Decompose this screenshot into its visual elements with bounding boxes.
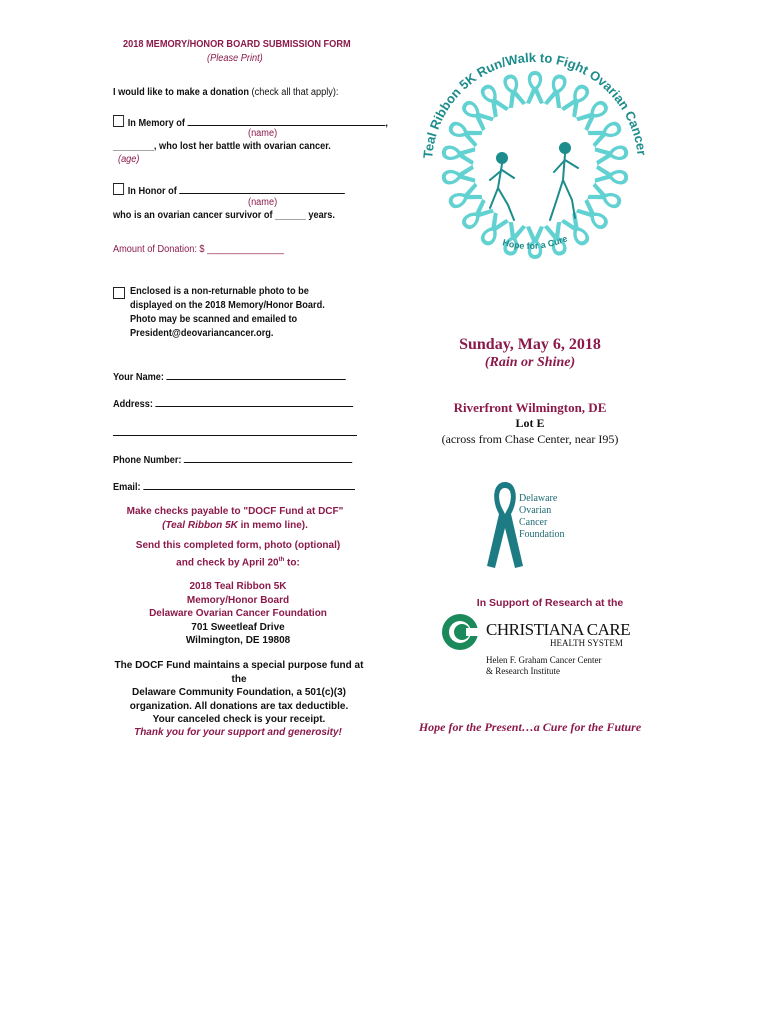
fund-line: organization. All donations are tax deductible. — [129, 700, 349, 712]
teal-ribbon-logo — [410, 40, 660, 290]
event-across: (across from Chase Center, near I95) — [441, 432, 619, 446]
checks-line-1: Make checks payable to "DOCF Fund at DCF" — [126, 506, 344, 517]
tagline: Hope for the Present…a Cure for the Future — [418, 720, 642, 734]
checks-info — [113, 505, 357, 533]
ribbon-loop-icon — [446, 118, 483, 148]
send-date-suffix: th — [278, 557, 285, 563]
send-info — [113, 539, 363, 570]
memory-checkbox[interactable] — [113, 115, 124, 127]
address-line: Memory/Honor Board — [186, 594, 290, 606]
cc-center-2: & Research Institute — [486, 666, 560, 676]
ribbon-loop-icon — [587, 182, 624, 212]
ribbon-loop-icon — [441, 143, 476, 166]
address-line[interactable] — [155, 396, 353, 407]
photo-checkbox-wrap — [113, 285, 129, 303]
city-line: Wilmington, DE 19808 — [185, 635, 291, 646]
fund-line: Your canceled check is your receipt. — [152, 714, 326, 725]
photo-line: Photo may be scanned and emailed to — [130, 314, 298, 325]
runner-figure-right — [550, 143, 578, 220]
street-line: 701 Sweetleaf Drive — [191, 621, 285, 633]
support-text: In Support of Research at the — [476, 597, 624, 609]
your-name-row — [113, 369, 346, 383]
donation-intro-rest: (check all that apply): — [251, 87, 339, 98]
docf-word: Cancer — [519, 517, 548, 528]
event-rain: (Rain or Shine) — [484, 355, 576, 370]
ribbon-loop-icon — [477, 81, 510, 118]
memory-label: In Memory of — [127, 118, 185, 129]
address-label: Address: — [113, 399, 153, 410]
checks-memo-rest: in memo line). — [237, 520, 308, 531]
docf-word: Ovarian — [519, 505, 552, 516]
donation-intro-bold: I would like to make a donation — [113, 87, 249, 98]
mailing-address — [113, 580, 363, 648]
cc-center-1: Helen F. Graham Cancer Center — [486, 655, 602, 665]
docf-logo — [485, 478, 590, 573]
send-line-2 — [113, 553, 363, 570]
thanks-text: Thank you for your support and generosity! — [134, 727, 342, 738]
honor-name-hint: (name) — [248, 197, 278, 208]
address-line: Delaware Ovarian Cancer Foundation — [149, 608, 327, 619]
send-line-1: Send this completed form, photo (optional) — [135, 540, 341, 551]
photo-line: displayed on the 2018 Memory/Honor Board. — [130, 300, 325, 311]
form-subtitle: (Please Print) — [207, 53, 263, 64]
email-label: Email: — [113, 482, 141, 493]
amount-label: Amount of Donation: $ _______________ — [113, 244, 284, 255]
your-name-label: Your Name: — [113, 372, 164, 383]
event-lot: Lot E — [515, 416, 545, 430]
logo-hope-textpath: Hope for a Cure — [501, 233, 569, 252]
honor-row — [113, 183, 345, 197]
ribbon-loop-icon — [594, 143, 629, 166]
send-to: to: — [284, 557, 300, 569]
logo-arc-textpath: Teal Ribbon 5K Run/Walk to Fight Ovarian Cancer — [420, 49, 650, 159]
ribbon-loop-icon — [500, 72, 527, 109]
survivor-text: who is an ovarian cancer survivor of ______ years. — [113, 210, 335, 221]
ribbon-loop-icon — [446, 182, 483, 212]
photo-text — [130, 285, 325, 341]
christiana-care-logo — [440, 612, 630, 682]
docf-wordmark — [519, 493, 565, 541]
fund-info — [108, 659, 370, 727]
ribbon-loop-icon — [594, 165, 629, 188]
battle-text: ________, who lost her battle with ovarian cancer. — [113, 141, 331, 152]
email-line[interactable] — [143, 479, 355, 490]
send-date: and check by April 20 — [176, 557, 279, 569]
memory-name-hint: (name) — [248, 128, 278, 139]
honor-checkbox[interactable] — [113, 183, 124, 195]
ribbon-loop-icon — [587, 118, 624, 148]
ribbon-loop-icon — [544, 72, 571, 109]
your-name-line[interactable] — [167, 369, 346, 380]
docf-word: Foundation — [519, 529, 565, 540]
photo-checkbox[interactable] — [113, 287, 125, 299]
phone-row — [113, 452, 352, 466]
honor-label: In Honor of — [127, 186, 177, 197]
memory-row — [113, 115, 388, 129]
christiana-care-emblem-icon — [440, 612, 480, 652]
address-line: 2018 Teal Ribbon 5K — [189, 581, 287, 592]
ribbon-wreath-graphic — [410, 40, 660, 290]
photo-line: President@deovariancancer.org. — [130, 328, 274, 339]
checks-memo-italic: (Teal Ribbon 5K — [162, 520, 238, 531]
address-line-2[interactable] — [113, 435, 357, 436]
event-venue: Riverfront Wilmington, DE — [453, 400, 607, 415]
cc-sub: HEALTH SYSTEM — [550, 638, 623, 648]
phone-label: Phone Number: — [113, 455, 182, 466]
logo-arc-text — [420, 50, 649, 159]
memory-name-line[interactable] — [188, 115, 386, 126]
donation-intro — [113, 87, 338, 98]
honor-name-line[interactable] — [179, 183, 345, 194]
checks-line-2 — [113, 519, 357, 533]
age-hint: (age) — [118, 154, 140, 165]
fund-line: The DOCF Fund maintains a special purpose fund at the — [114, 660, 364, 685]
fund-line: Delaware Community Foundation, a 501(c)(3) — [132, 687, 346, 698]
ribbon-loop-icon — [441, 165, 476, 188]
docf-word: Delaware — [519, 493, 558, 504]
address-row — [113, 396, 353, 410]
event-date: Sunday, May 6, 2018 — [459, 336, 601, 353]
memory-comma: , — [385, 118, 388, 129]
photo-line: Enclosed is a non-returnable photo to be — [130, 286, 309, 297]
ribbon-loop-icon — [526, 71, 544, 104]
form-title: 2018 MEMORY/HONOR BOARD SUBMISSION FORM — [123, 39, 351, 50]
ribbon-wreath — [441, 71, 630, 259]
cc-name: CHRISTIANA CARE — [486, 620, 631, 639]
email-row — [113, 479, 355, 493]
runner-figure-left — [490, 153, 514, 220]
phone-line[interactable] — [184, 452, 352, 463]
ribbon-loop-icon — [560, 81, 593, 118]
